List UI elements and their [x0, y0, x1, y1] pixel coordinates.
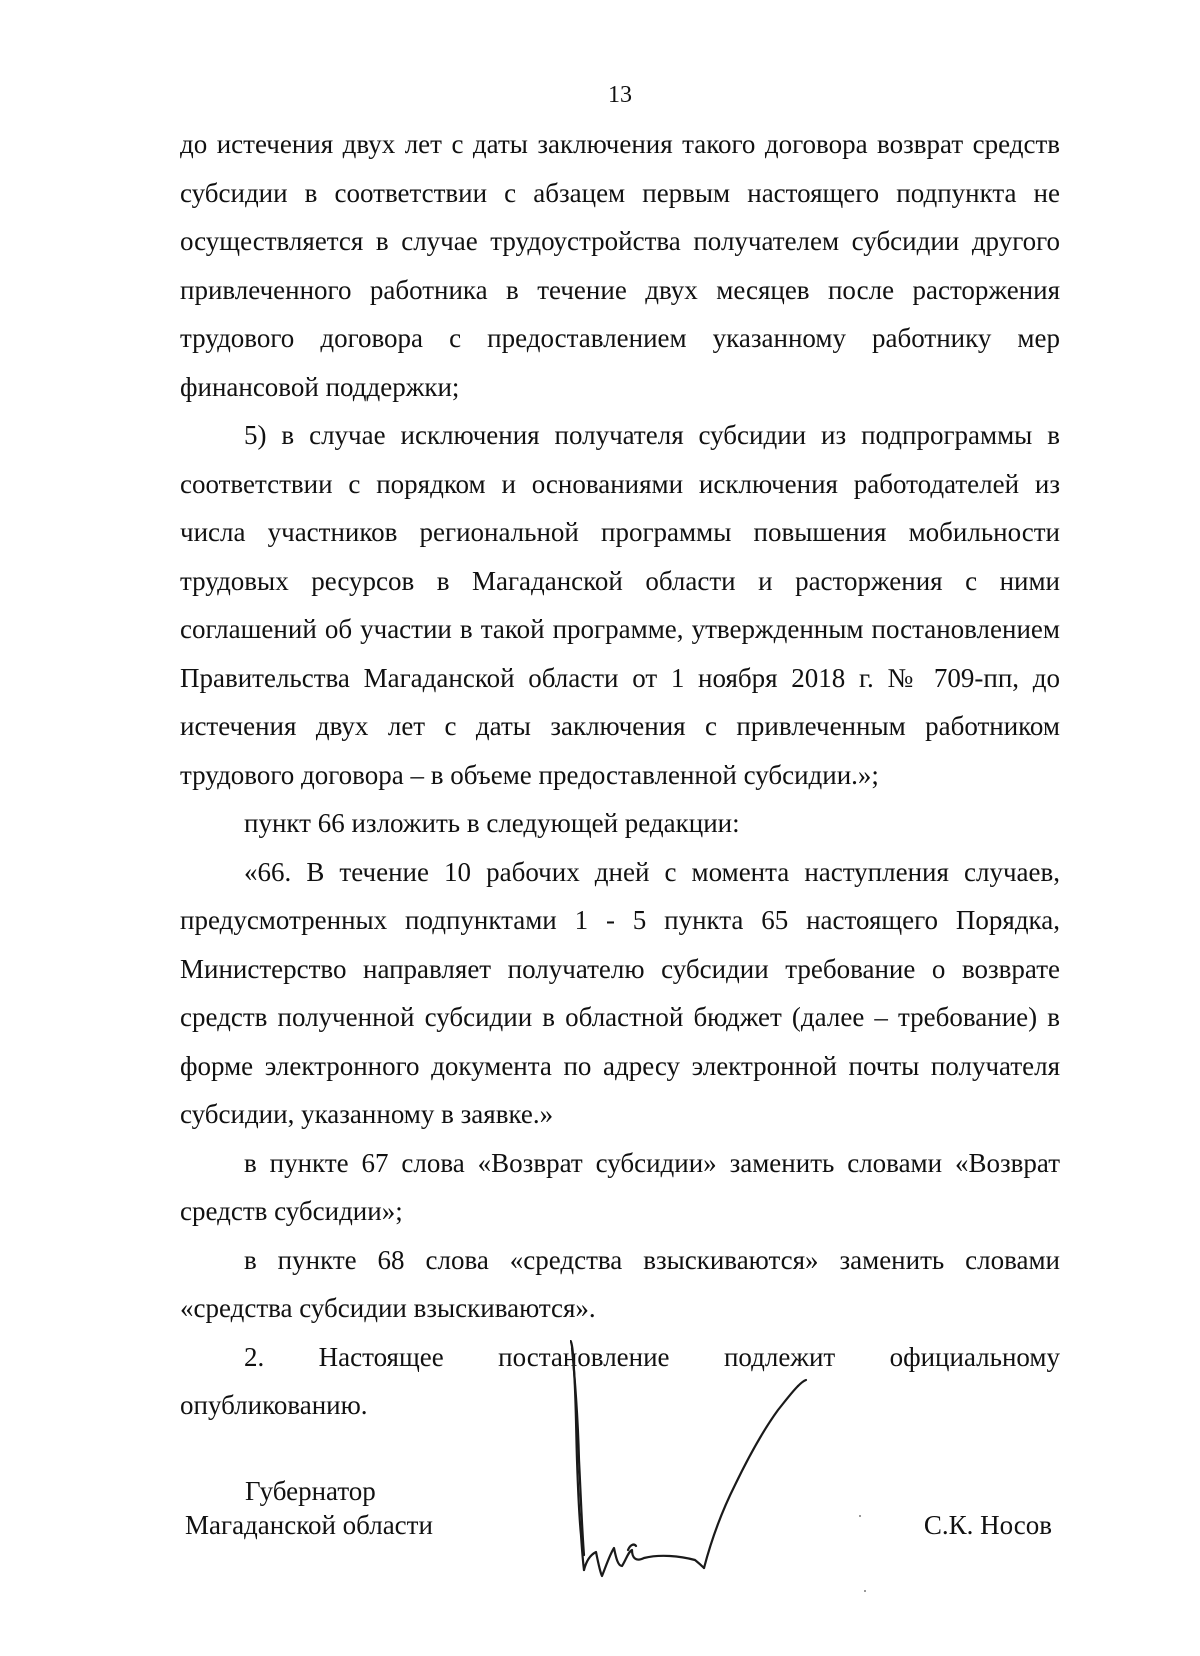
signatory-title-line2: Магаданской области [185, 1510, 433, 1540]
scan-speck [859, 1515, 861, 1517]
document-body [180, 120, 1060, 1430]
paragraph-item-68: в пункте 68 слова «средства взыскиваются» заменить словами «средства субсидии взыскиваются». [180, 1244, 1060, 1323]
paragraph-item-67: в пункте 67 слова «Возврат субсидии» заменить словами «Возврат средств субсидии»; [180, 1147, 1060, 1226]
signatory-title-line1: Губернатор [245, 1476, 376, 1506]
signatory-name: С.К. Носов [923, 1510, 1052, 1540]
paragraph-publication: 2. Настоящее постановление подлежит официальному опубликованию. [180, 1341, 1060, 1420]
handwritten-signature [570, 1340, 850, 1630]
scan-speck [864, 1590, 866, 1592]
paragraph-item-66-text: «66. В течение 10 рабочих дней с момента наступления случаев, предусмотренных подпунктами 1 - 5 пункта 65 настоящего Порядка, Министерство направляет получателю субсидии требование о возврате средств полученной субсидии в областной бюджет (далее – требование) в форме электронного документа по адресу электронной почты получателя субсидии, указанному в заявке.» [180, 856, 1060, 1129]
paragraph-continuation: до истечения двух лет с даты заключения такого договора возврат средств субсидии в соответствии с абзацем первым настоящего подпункта не осуществляется в случае трудоустройства получателем субсидии другого привлеченного работника в течение двух месяцев после расторжения трудового договора с предоставлением указанному работнику мер финансовой поддержки; [180, 129, 1060, 402]
page-number: 13 [608, 82, 632, 108]
paragraph-subitem-5: 5) в случае исключения получателя субсидии из подпрограммы в соответствии с порядком и основаниями исключения работодателей из числа участников региональной программы повышения мобильности трудовых ресурсов в Магаданской области и расторжения с ними соглашений об участии в такой программе, утвержденным постановлением Правительства Магаданской области от 1 ноября 2018 г. № 709-пп, до истечения двух лет с даты заключения с привлеченным работником трудового договора – в объеме предоставленной субсидии.»; [180, 420, 1060, 790]
paragraph-item-66-intro: пункт 66 изложить в следующей редакции: [244, 808, 740, 838]
